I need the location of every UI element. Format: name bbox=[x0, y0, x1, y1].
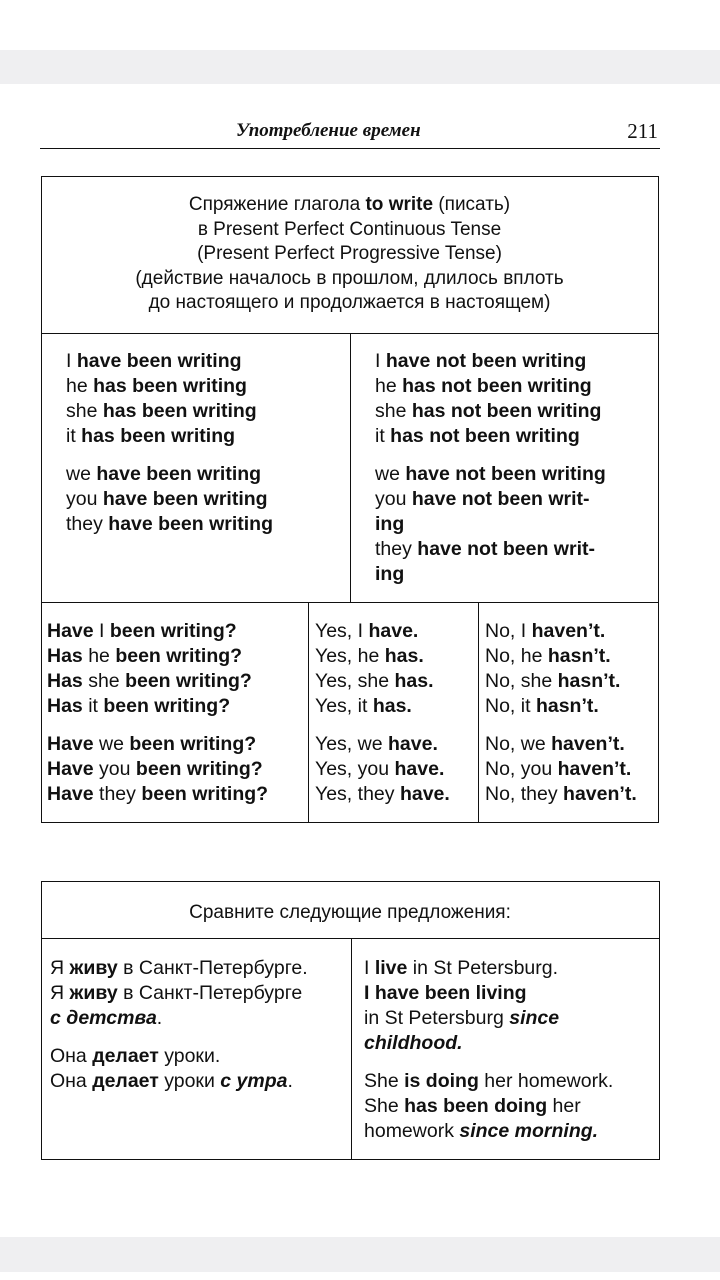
bottom-margin-band bbox=[0, 1272, 720, 1280]
text-line bbox=[315, 782, 450, 807]
text-segment: I bbox=[66, 350, 77, 372]
conjugation-title bbox=[42, 193, 657, 316]
text-segment: ing bbox=[375, 513, 405, 535]
text-segment: (Present Perfect Progressive Tense) bbox=[197, 243, 502, 264]
running-head bbox=[40, 118, 660, 149]
text-line bbox=[364, 981, 613, 1006]
text-line bbox=[485, 782, 637, 807]
text-segment: been writing? bbox=[135, 758, 263, 780]
text-segment: been writing? bbox=[103, 695, 231, 717]
text-segment: been writing? bbox=[129, 733, 257, 755]
text-segment: you bbox=[93, 758, 136, 780]
text-line bbox=[66, 399, 273, 424]
chapter-title: Употребление времен bbox=[236, 120, 421, 141]
text-line bbox=[375, 399, 606, 424]
text-line bbox=[47, 732, 268, 757]
text-line bbox=[485, 694, 637, 719]
text-line bbox=[364, 1069, 613, 1094]
text-segment: Yes, they bbox=[315, 783, 400, 805]
text-segment: Она bbox=[50, 1070, 93, 1092]
column-divider bbox=[308, 602, 309, 822]
top-margin-band bbox=[0, 0, 720, 50]
text-line bbox=[364, 1006, 613, 1031]
text-segment: it bbox=[82, 695, 104, 717]
text-segment: have. bbox=[394, 758, 445, 780]
text-segment: Yes, you bbox=[315, 758, 395, 780]
text-segment: been writing? bbox=[125, 670, 252, 692]
text-segment: in St Petersburg bbox=[364, 1007, 510, 1029]
text-segment: we bbox=[66, 463, 97, 485]
text-segment: has been writing bbox=[81, 425, 236, 447]
comparison-table bbox=[41, 881, 660, 1160]
group-gap bbox=[47, 719, 268, 732]
text-segment: haven’t. bbox=[551, 733, 625, 755]
text-segment: уроки bbox=[158, 1070, 221, 1092]
text-segment: No, they bbox=[485, 783, 564, 805]
text-segment: до настоящего и продолжается в настоящем) bbox=[148, 292, 551, 313]
text-segment: have. bbox=[399, 783, 450, 805]
group-gap bbox=[485, 719, 637, 732]
text-segment: Yes, she bbox=[315, 670, 395, 692]
text-segment: Have bbox=[47, 783, 94, 805]
comparison-title: Сравните следующие предложения: bbox=[189, 902, 511, 923]
text-segment: haven’t. bbox=[557, 758, 632, 780]
text-segment: have not been writing bbox=[385, 350, 587, 372]
text-segment: has not been writing bbox=[402, 375, 592, 397]
text-segment: live bbox=[374, 957, 408, 979]
text-line bbox=[47, 694, 268, 719]
text-segment: they bbox=[66, 513, 109, 535]
text-segment: have not been writ- bbox=[417, 538, 595, 560]
text-line bbox=[315, 757, 450, 782]
text-segment: has. bbox=[394, 670, 434, 692]
text-segment: he bbox=[82, 645, 116, 667]
text-segment: have not been writ- bbox=[411, 488, 590, 510]
text-line bbox=[66, 512, 273, 537]
english-sentences bbox=[364, 956, 613, 1144]
text-segment: has not been writing bbox=[411, 400, 602, 422]
text-segment: I bbox=[93, 620, 110, 642]
text-segment: hasn’t. bbox=[535, 695, 599, 717]
book-page bbox=[0, 84, 720, 1237]
text-line bbox=[315, 619, 450, 644]
text-segment: been writing? bbox=[115, 645, 243, 667]
text-segment: No, she bbox=[485, 670, 558, 692]
text-line bbox=[42, 267, 657, 292]
text-line bbox=[42, 242, 657, 267]
text-segment: since morning. bbox=[459, 1120, 599, 1142]
text-segment: в Санкт-Петербурге. bbox=[117, 957, 308, 979]
group-gap bbox=[66, 449, 273, 462]
text-segment: Я bbox=[50, 957, 70, 979]
text-segment: с утра bbox=[220, 1070, 288, 1092]
text-segment: it bbox=[375, 425, 391, 447]
text-segment: have been writing bbox=[96, 463, 262, 485]
text-segment: have been writing bbox=[76, 350, 242, 372]
text-line bbox=[375, 537, 606, 562]
text-segment: Have bbox=[47, 733, 94, 755]
text-segment: to write bbox=[365, 194, 434, 215]
text-segment: they bbox=[93, 783, 142, 805]
text-line bbox=[315, 732, 450, 757]
text-segment: have. bbox=[388, 733, 438, 755]
text-line bbox=[42, 193, 657, 218]
text-segment: has. bbox=[384, 645, 424, 667]
russian-sentences bbox=[50, 956, 308, 1094]
text-line bbox=[375, 462, 606, 487]
text-segment: since bbox=[509, 1007, 560, 1029]
text-segment: Она bbox=[50, 1045, 93, 1067]
text-line bbox=[375, 374, 606, 399]
text-segment: ing bbox=[375, 563, 405, 585]
text-segment: been writing? bbox=[109, 620, 237, 642]
text-line bbox=[47, 757, 268, 782]
text-line bbox=[485, 757, 637, 782]
text-segment: they bbox=[375, 538, 418, 560]
text-line bbox=[375, 349, 606, 374]
text-segment: is doing bbox=[404, 1070, 479, 1092]
text-line bbox=[50, 1044, 308, 1069]
group-gap bbox=[364, 1056, 613, 1069]
text-line bbox=[42, 218, 657, 243]
text-segment: Has bbox=[47, 670, 83, 692]
text-segment: No, we bbox=[485, 733, 552, 755]
text-segment: haven’t. bbox=[563, 783, 637, 805]
text-line bbox=[50, 1006, 308, 1031]
text-segment: No, he bbox=[485, 645, 548, 667]
text-line bbox=[66, 374, 273, 399]
text-line bbox=[375, 424, 606, 449]
text-segment: I bbox=[364, 957, 375, 979]
text-segment: No, it bbox=[485, 695, 536, 717]
text-line bbox=[47, 669, 268, 694]
text-line bbox=[47, 782, 268, 807]
text-segment: he bbox=[375, 375, 403, 397]
text-segment: Have bbox=[47, 758, 94, 780]
text-segment: делает bbox=[92, 1070, 159, 1092]
column-divider bbox=[351, 938, 352, 1159]
text-segment: I bbox=[375, 350, 386, 372]
text-segment: have been writing bbox=[102, 488, 268, 510]
text-line bbox=[485, 644, 637, 669]
text-segment: She bbox=[364, 1070, 405, 1092]
text-segment: (действие началось в прошлом, длилось вплоть bbox=[135, 267, 564, 289]
text-segment: No, I bbox=[485, 620, 532, 642]
text-segment: childhood. bbox=[364, 1032, 463, 1054]
text-segment: has been doing bbox=[404, 1095, 548, 1117]
text-segment: Has bbox=[47, 695, 83, 717]
text-segment: с детства bbox=[50, 1007, 157, 1029]
text-segment: in St Petersburg. bbox=[407, 957, 559, 979]
column-divider bbox=[478, 602, 479, 822]
text-line bbox=[375, 512, 606, 537]
text-line bbox=[364, 1094, 613, 1119]
text-line bbox=[50, 956, 308, 981]
text-segment: homework bbox=[364, 1120, 460, 1142]
text-line bbox=[50, 981, 308, 1006]
text-segment: has been writing bbox=[102, 400, 257, 422]
short-answers-yes bbox=[315, 619, 450, 807]
text-segment: живу bbox=[69, 957, 118, 979]
text-segment: She bbox=[364, 1095, 405, 1117]
text-segment: Я bbox=[50, 982, 70, 1004]
text-segment: have not been writing bbox=[405, 463, 606, 485]
question-forms bbox=[47, 619, 268, 807]
text-segment: he bbox=[66, 375, 94, 397]
text-segment: . bbox=[156, 1007, 163, 1029]
page-number: 211 bbox=[627, 119, 658, 143]
text-segment: her bbox=[547, 1095, 581, 1117]
text-segment: Has bbox=[47, 645, 83, 667]
text-line bbox=[315, 694, 450, 719]
text-line bbox=[66, 487, 273, 512]
text-line bbox=[485, 669, 637, 694]
text-line bbox=[375, 487, 606, 512]
text-segment: have. bbox=[368, 620, 419, 642]
text-segment: we bbox=[375, 463, 406, 485]
text-segment: has been writing bbox=[93, 375, 247, 397]
text-line bbox=[66, 349, 273, 374]
text-segment: (писать) bbox=[433, 194, 511, 215]
short-answers-no bbox=[485, 619, 637, 807]
text-segment: you bbox=[66, 488, 103, 510]
text-segment: her homework. bbox=[478, 1070, 614, 1092]
text-line bbox=[364, 1031, 613, 1056]
text-line bbox=[50, 1069, 308, 1094]
group-gap bbox=[315, 719, 450, 732]
group-gap bbox=[50, 1031, 308, 1044]
text-segment: haven’t. bbox=[531, 620, 606, 642]
text-line bbox=[364, 956, 613, 981]
text-segment: has not been writing bbox=[390, 425, 580, 447]
text-line bbox=[66, 462, 273, 487]
text-segment: в Present Perfect Continuous Tense bbox=[197, 218, 502, 240]
text-segment: she bbox=[375, 400, 412, 422]
text-segment: No, you bbox=[485, 758, 558, 780]
text-segment: делает bbox=[92, 1045, 159, 1067]
text-line bbox=[485, 732, 637, 757]
text-segment: Have bbox=[47, 620, 94, 642]
text-segment: hasn’t. bbox=[557, 670, 621, 692]
text-line bbox=[66, 424, 273, 449]
text-line bbox=[315, 669, 450, 694]
text-line bbox=[485, 619, 637, 644]
text-segment: she bbox=[66, 400, 103, 422]
text-segment: уроки. bbox=[158, 1045, 221, 1067]
text-line bbox=[42, 291, 657, 316]
text-segment: Yes, it bbox=[315, 695, 373, 717]
negative-forms bbox=[375, 349, 606, 587]
text-segment: Yes, we bbox=[315, 733, 388, 755]
text-line bbox=[375, 562, 606, 587]
text-segment: you bbox=[375, 488, 412, 510]
text-segment: Yes, I bbox=[315, 620, 369, 642]
text-segment: it bbox=[66, 425, 82, 447]
text-segment: she bbox=[82, 670, 126, 692]
text-line bbox=[364, 1119, 613, 1144]
text-segment: I have been living bbox=[364, 982, 527, 1004]
text-segment: . bbox=[287, 1070, 293, 1092]
text-segment: hasn’t. bbox=[547, 645, 611, 667]
text-segment: живу bbox=[69, 982, 118, 1004]
text-segment: have been writing bbox=[108, 513, 273, 535]
text-segment: Yes, he bbox=[315, 645, 385, 667]
text-segment: в Санкт-Петербурге bbox=[117, 982, 303, 1004]
affirmative-forms bbox=[66, 349, 273, 537]
column-divider bbox=[350, 333, 351, 603]
text-line bbox=[47, 644, 268, 669]
text-line bbox=[315, 644, 450, 669]
conjugation-table bbox=[41, 176, 659, 823]
table-divider bbox=[42, 602, 658, 603]
text-segment: been writing? bbox=[141, 783, 269, 805]
text-segment: Спряжение глагола bbox=[188, 194, 366, 215]
text-segment: we bbox=[93, 733, 130, 755]
text-line bbox=[47, 619, 268, 644]
group-gap bbox=[375, 449, 606, 462]
text-segment: has. bbox=[372, 695, 412, 717]
